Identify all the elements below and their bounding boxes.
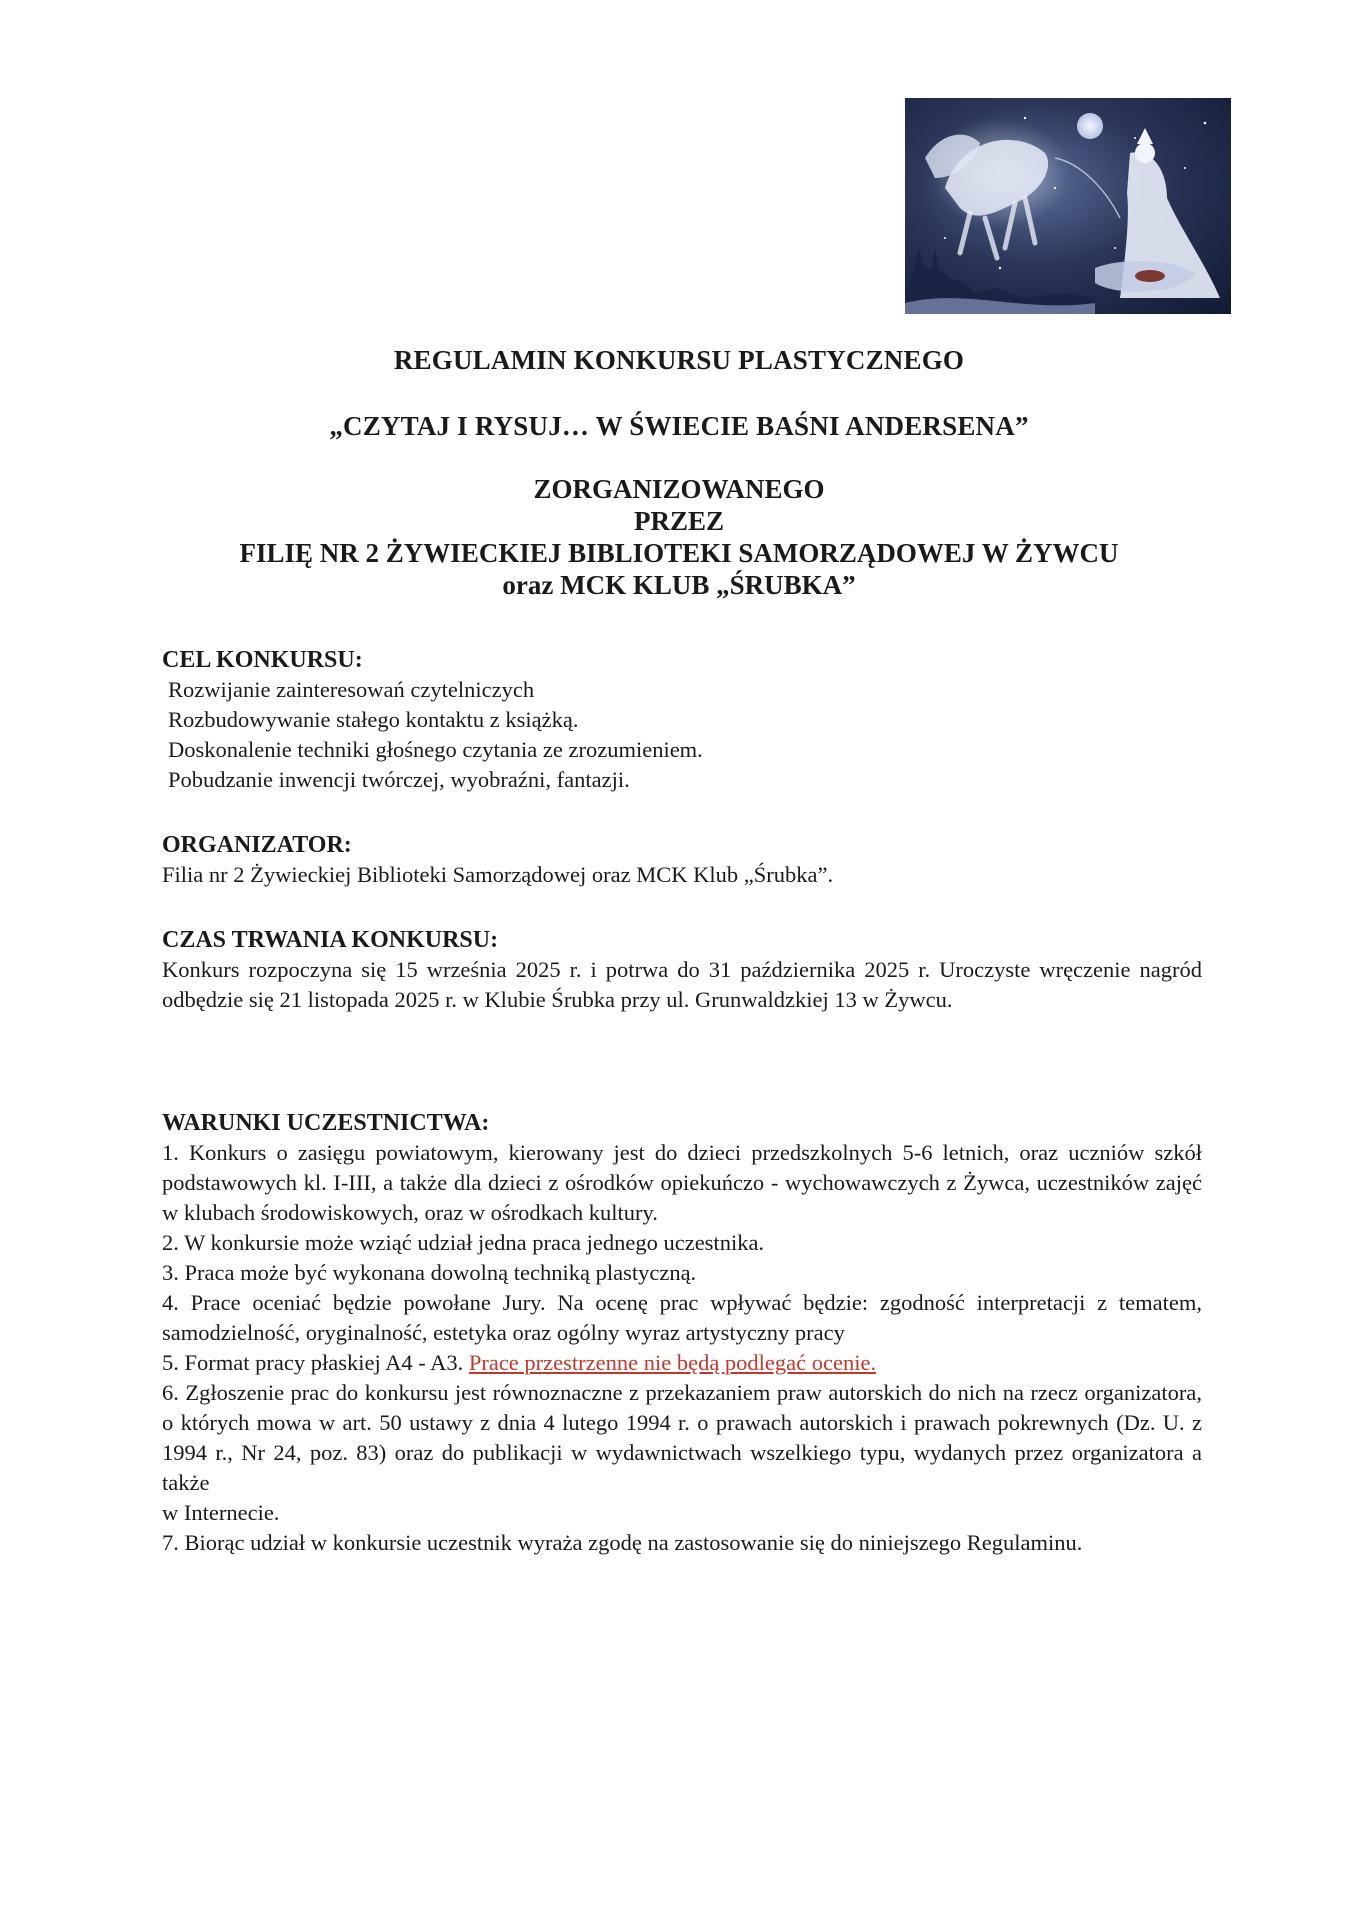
- spatial-works-notice-link[interactable]: Prace przestrzenne nie będą podlegać ocenie.: [468, 1350, 877, 1375]
- organizer-section: [162, 830, 1202, 890]
- condition-item-5: [162, 1348, 1202, 1378]
- organizers-line-3: FILIĘ NR 2 ŻYWIECKIEJ BIBLIOTEKI SAMORZĄDOWEJ W ŻYWCU: [239, 538, 1119, 568]
- organizer-text: Filia nr 2 Żywieckiej Biblioteki Samorządowej oraz MCK Klub „Śrubka”.: [162, 862, 834, 887]
- condition-item-7: 7. Biorąc udział w konkursie uczestnik wyraża zgodę na zastosowanie się do niniejszego Regulaminu.: [162, 1530, 1083, 1555]
- conditions-section: [162, 1108, 1202, 1558]
- goal-heading: CEL KONKURSU:: [162, 647, 363, 673]
- goal-item: Rozbudowywanie stałego kontaktu z książką.: [168, 707, 579, 732]
- organizers-line-2: PRZEZ: [633, 506, 725, 536]
- condition-item-1: 1. Konkurs o zasięgu powiatowym, kierowany jest do dzieci przedszkolnych 5-6 letnich, oraz uczniów szkół podstawowych kl. I-III, a także dla dzieci z ośrodków opiekuńczo - wychowawczych z Żywca, uczestników zajęć w klubach środowiskowych, oraz w ośrodkach kultury.: [162, 1140, 1202, 1225]
- duration-heading: CZAS TRWANIA KONKURSU:: [162, 927, 499, 953]
- snow-queen-illustration: [905, 98, 1231, 314]
- organizer-heading: ORGANIZATOR:: [162, 832, 352, 858]
- condition-item-4: 4. Prace oceniać będzie powołane Jury. Na ocenę prac wpływać będzie: zgodność interpretacji z tematem, samodzielność, oryginalność, estetyka oraz ogólny wyraz artystyczny pracy: [162, 1290, 1202, 1345]
- condition-item-5-text: 5. Format pracy płaskiej A4 - A3.: [162, 1350, 464, 1375]
- organizers-line-4: oraz MCK KLUB „ŚRUBKA”: [502, 570, 856, 600]
- goal-item: Doskonalenie techniki głośnego czytania ze zrozumieniem.: [168, 737, 703, 762]
- goal-section: [162, 645, 1202, 795]
- duration-text: Konkurs rozpoczyna się 15 września 2025 r. i potrwa do 31 października 2025 r. Uroczyste wręczenie nagród odbędzie się 21 listopada 2025 r. w Klubie Śrubka przy ul. Grunwaldzkiej 13 w Żywcu.: [162, 957, 1202, 1012]
- condition-item-2: 2. W konkursie może wziąć udział jedna praca jednego uczestnika.: [162, 1230, 765, 1255]
- duration-section: [162, 925, 1202, 1015]
- condition-item-6-end: w Internecie.: [162, 1500, 280, 1525]
- goal-item: Rozwijanie zainteresowań czytelniczych: [168, 677, 535, 702]
- conditions-heading: WARUNKI UCZESTNICTWA:: [162, 1110, 490, 1136]
- contest-name: „CZYTAJ I RYSUJ… W ŚWIECIE BAŚNI ANDERSENA”: [329, 411, 1029, 441]
- organizers-line-1: ZORGANIZOWANEGO: [533, 474, 825, 504]
- condition-item-3: 3. Praca może być wykonana dowolną techniką plastyczną.: [162, 1260, 697, 1285]
- condition-item-6: 6. Zgłoszenie prac do konkursu jest równoznaczne z przekazaniem praw autorskich do nich na rzecz organizatora, o których mowa w art. 50 ustawy z dnia 4 lutego 1994 r. o prawach autorskich i prawach pokrewnych (Dz. U. z 1994 r., Nr 24, poz. 83) oraz do publikacji w wydawnictwach wszelkiego typu, wydanych przez organizatora a także: [162, 1380, 1202, 1495]
- document-title: REGULAMIN KONKURSU PLASTYCZNEGO: [393, 345, 965, 375]
- organizers-block: [0, 473, 1358, 601]
- goal-item: Pobudzanie inwencji twórczej, wyobraźni, fantazji.: [168, 767, 630, 792]
